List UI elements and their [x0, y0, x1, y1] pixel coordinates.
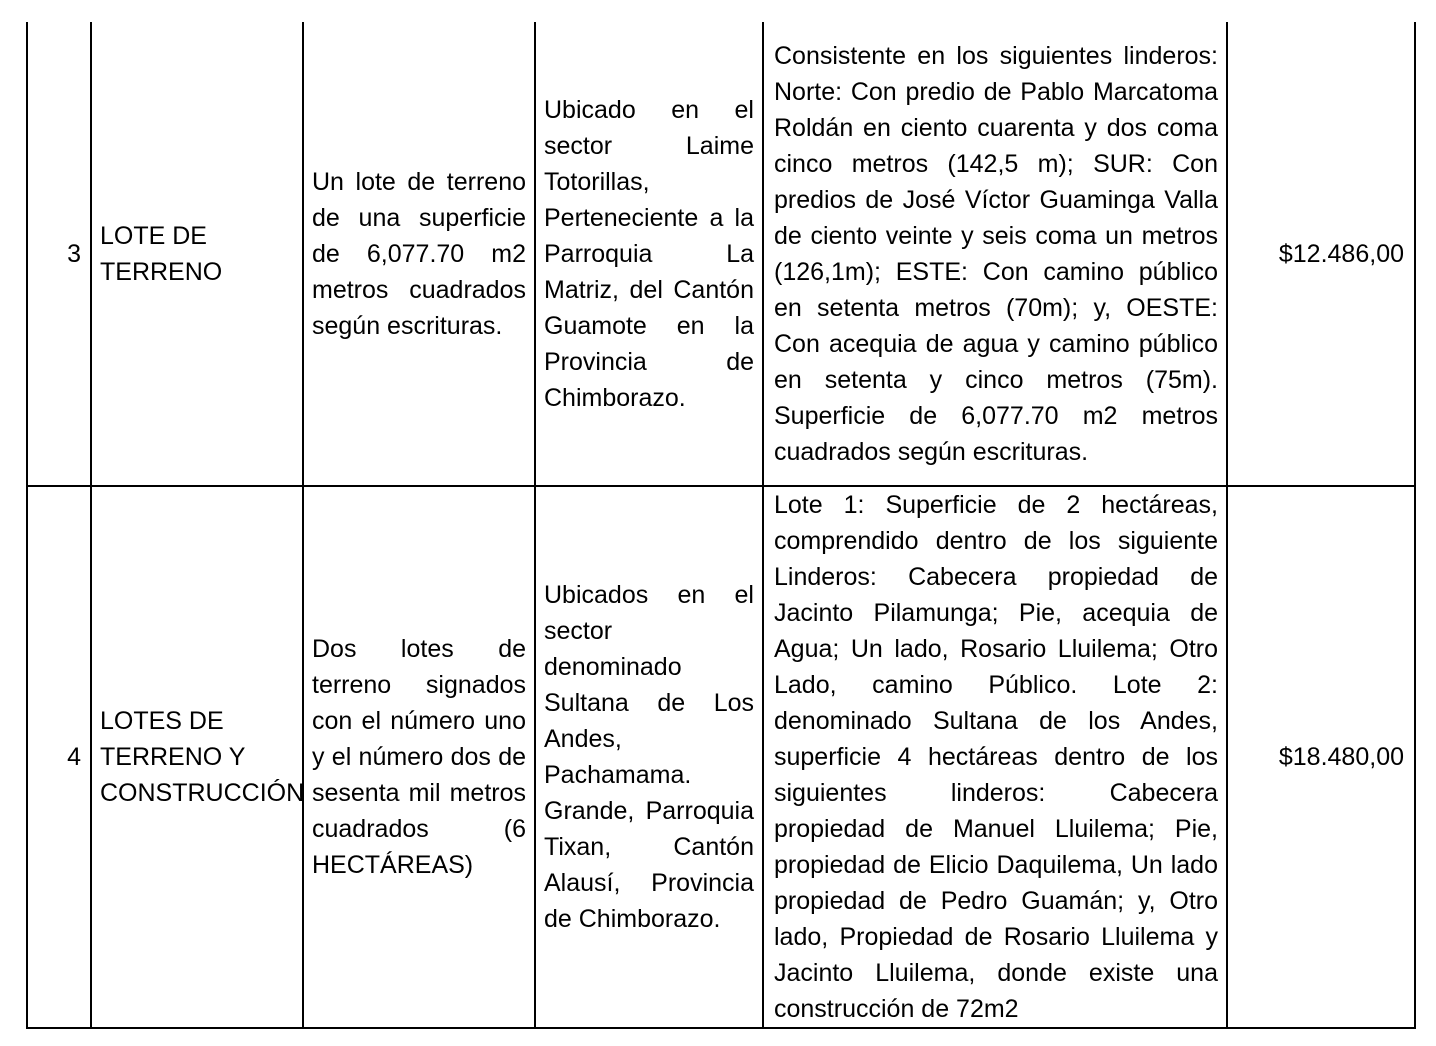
row-number: 4 — [27, 486, 91, 1028]
property-value: $12.486,00 — [1227, 22, 1415, 486]
property-value: $18.480,00 — [1227, 486, 1415, 1028]
property-location: Ubicado en el sector Laime Totorillas, Perteneciente a la Parroquia La Matriz, del Cantón Guamote en la Provincia de Chimborazo. — [535, 22, 763, 486]
row-number: 3 — [27, 22, 91, 486]
table-row — [27, 22, 1415, 486]
property-table — [26, 22, 1416, 1029]
property-description: Un lote de terreno de una superficie de 6,077.70 m2 metros cuadrados según escrituras. — [303, 22, 535, 486]
property-name: LOTE DE TERRENO — [91, 22, 303, 486]
table-row — [27, 486, 1415, 1028]
property-boundaries: Consistente en los siguientes linderos: Norte: Con predio de Pablo Marcatoma Roldán en ciento cuarenta y dos coma cinco metros (142,5 m); SUR: Con predios de José Víctor Guaminga Valla de ciento veinte y seis coma un metros (126,1m); ESTE: Con camino público en setenta metros (70m); y, OESTE: Con acequia de agua y camino público en setenta y cinco metros (75m). Superficie de 6,077.70 m2 metros cuadrados según escrituras. — [763, 22, 1227, 486]
property-name: LOTES DE TERRENO Y CONSTRUCCIÓN — [91, 486, 303, 1028]
property-description: Dos lotes de terreno signados con el número uno y el número dos de sesenta mil metros cuadrados (6 HECTÁREAS) — [303, 486, 535, 1028]
property-location: Ubicados en el sector denominado Sultana de Los Andes, Pachamama. Grande, Parroquia Tixan, Cantón Alausí, Provincia de Chimborazo. — [535, 486, 763, 1028]
property-boundaries: Lote 1: Superficie de 2 hectáreas, comprendido dentro de los siguiente Linderos: Cabecera propiedad de Jacinto Pilamunga; Pie, acequia de Agua; Un lado, Rosario Lluilema; Otro Lado, camino Público. Lote 2: denominado Sultana de los Andes, superficie 4 hectáreas dentro de los siguientes linderos: Cabecera propiedad de Manuel Lluilema; Pie, propiedad de Elicio Daquilema, Un lado propiedad de Pedro Guamán; y, Otro lado, Propiedad de Rosario Lluilema y Jacinto Lluilema, donde existe una construcción de 72m2 — [763, 486, 1227, 1028]
